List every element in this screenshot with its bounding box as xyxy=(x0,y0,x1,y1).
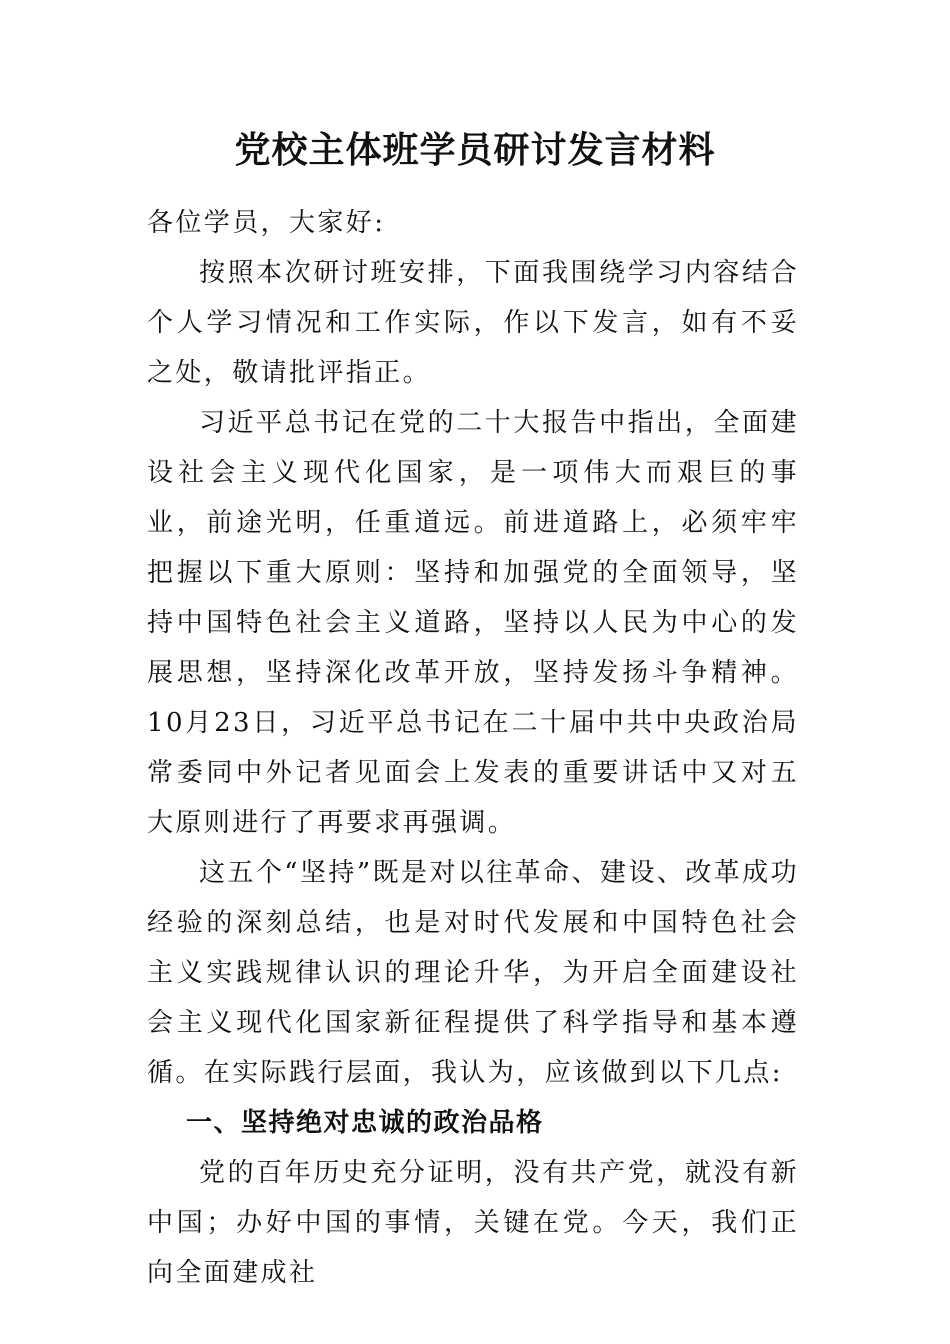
document-title: 党校主体班学员研讨发言材料 xyxy=(234,129,716,171)
paragraph-1: 按照本次研讨班安排，下面我围绕学习内容结合个人学习情况和工作实际，作以下发言，如有不妥之处，敬请批评指正。 xyxy=(147,258,799,388)
paragraph-3: 这五个“坚持”既是对以往革命、建设、改革成功经验的深刻总结，也是对时代发展和中国特色社会主义实践规律认识的理论升华，为开启全面建设社会主义现代化国家新征程提供了科学指导和基本遵循。在实际践行层面，我认为，应该做到以下几点: xyxy=(147,858,799,1088)
greeting: 各位学员，大家好: xyxy=(147,208,386,238)
section-paragraph: 党的百年历史充分证明，没有共产党，就没有新中国；办好中国的事情，关键在党。今天，我们正向全面建成社 xyxy=(147,1158,799,1288)
document-body xyxy=(147,198,799,1298)
section-heading: 一、坚持绝对忠诚的政治品格 xyxy=(186,1108,544,1138)
paragraph-2: 习近平总书记在党的二十大报告中指出，全面建设社会主义现代化国家，是一项伟大而艰巨的事业，前途光明，任重道远。前进道路上，必须牢牢把握以下重大原则：坚持和加强党的全面领导，坚持中国特色社会主义道路，坚持以人民为中心的发展思想，坚持深化改革开放，坚持发扬斗争精神。10月23日，习近平总书记在二十届中共中央政治局常委同中外记者见面会上发表的重要讲话中又对五大原则进行了再要求再强调。 xyxy=(147,408,799,838)
